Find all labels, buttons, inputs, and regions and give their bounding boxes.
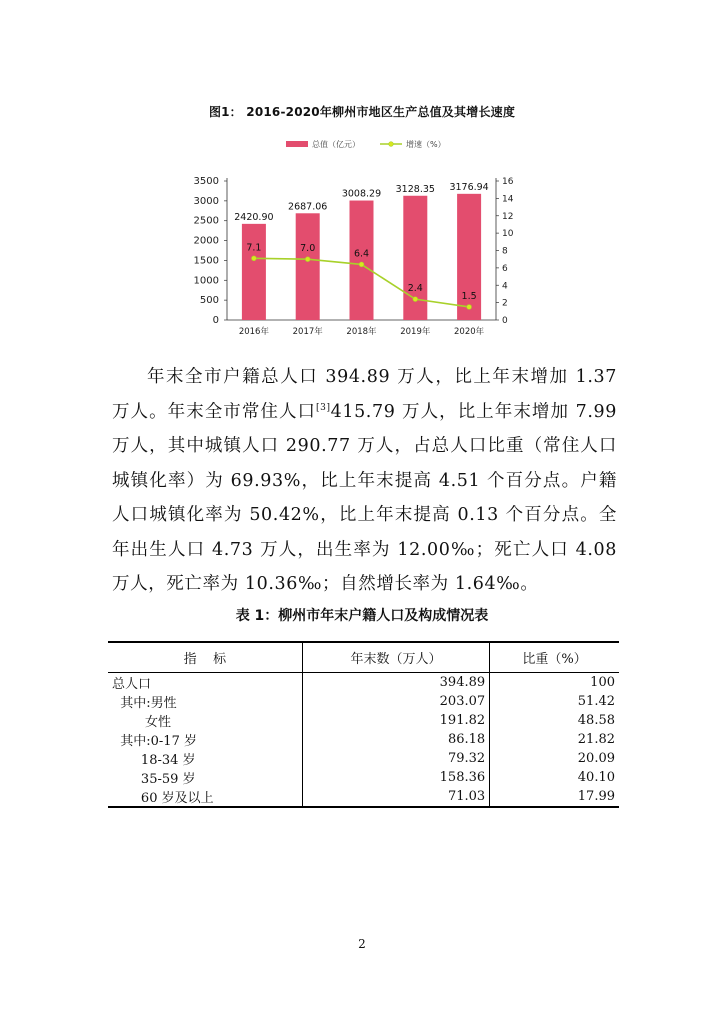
table-title: 表 1：柳州市年末户籍人口及构成情况表 [235,608,489,624]
table-row [108,692,619,711]
right-tick-label: 14 [502,194,514,205]
row-value: 158.36 [302,768,489,787]
left-tick-label: 2500 [193,215,219,227]
line-point [413,297,418,302]
bar [296,213,320,320]
row-value: 86.18 [302,730,489,749]
row-label: 其中:0-17 岁 [108,730,302,749]
row-share: 100 [590,675,615,690]
paragraph-part2: 415.79 万人，比上年末增加 7.99 万人，其中城镇人口 290.77 万人，占总人口比重（常住人口城镇化率）为 69.93%，比上年末提高 4.51 个百分点。户籍人口城镇化率为 50.42%，比上年末提高 0.13 个百分点。全年出生人口 4.73 万人，出生率为 12.00‰；死亡人口 4.08 万人，死亡率为 10.36‰；自然增长率为 1.64‰。 [112,401,617,594]
table-row [108,673,619,693]
line-data-label: 7.1 [246,242,262,254]
row-label: 18-34 岁 [108,749,302,768]
chart-legend [286,139,446,149]
line-data-label: 2.4 [407,283,423,295]
right-tick-label: 4 [502,281,508,292]
population-paragraph [112,360,617,602]
line-point [359,262,364,267]
row-value: 394.89 [302,673,489,693]
row-value: 79.32 [302,749,489,768]
legend-label-line: 增速（%） [406,140,446,149]
header-share: 比重（%） [490,642,619,673]
bar-data-label: 2687.06 [288,201,328,213]
x-tick-label: 2016年 [238,327,269,337]
table-body [108,673,619,808]
x-tick-label: 2020年 [454,327,485,337]
x-tick-label: 2018年 [346,327,377,337]
left-tick-label: 1000 [193,275,219,287]
row-label: 其中:男性 [108,692,302,711]
bar-data-label: 3176.94 [449,181,489,193]
row-value: 71.03 [302,787,489,807]
bar-data-label: 2420.90 [234,211,274,223]
row-share: 40.10 [577,770,615,785]
table-row [108,711,619,730]
bar [242,224,266,320]
line-point [252,256,257,261]
row-share: 20.09 [577,751,615,766]
header-value: 年末数（万人） [302,642,489,673]
x-tick-label: 2017年 [292,327,323,337]
left-tick-label: 2000 [193,235,219,247]
line-data-label: 1.5 [461,290,477,302]
table-row [108,768,619,787]
bar [350,201,374,320]
table-row [108,749,619,768]
figure-title: 图1： 2016-2020年柳州市地区生产总值及其增长速度 [208,105,516,119]
line-point [467,305,472,310]
paragraph-part1: 年末全市户籍总人口 394.89 万人，比上年末增加 1.37 万人。年末全市常住人口 [112,367,617,422]
right-tick-label: 8 [502,246,508,257]
right-tick-label: 12 [502,211,514,222]
right-tick-label: 10 [502,229,514,240]
left-tick-label: 1500 [193,255,219,267]
bar-data-label: 3128.35 [395,183,435,195]
left-tick-label: 3500 [193,176,219,187]
line-data-label: 6.4 [353,248,370,260]
bar-data-label: 3008.29 [341,188,382,200]
right-tick-label: 16 [502,177,514,187]
gdp-chart [180,132,540,344]
line-point [305,257,310,262]
row-label: 60 岁及以上 [108,787,302,807]
row-share: 51.42 [577,694,615,709]
table-row [108,787,619,807]
row-share: 17.99 [490,787,619,807]
row-share: 48.58 [577,713,615,728]
left-tick-label: 500 [199,295,219,307]
line-data-label: 7.0 [300,243,316,255]
row-value: 203.07 [302,692,489,711]
row-label: 女性 [108,711,302,730]
x-tick-label: 2019年 [400,327,431,337]
page-number: 2 [358,937,366,951]
left-tick-label: 3000 [193,195,219,207]
left-tick-label: 0 [212,315,219,326]
legend-swatch-bar [286,141,308,147]
row-label: 35-59 岁 [108,768,302,787]
table-row [108,730,619,749]
legend-marker-line [389,142,394,147]
row-label: 总人口 [108,673,302,693]
population-table [108,641,619,808]
footnote-ref: [3] [316,402,331,413]
right-tick-label: 0 [502,316,508,326]
table-header-row [108,642,619,673]
right-tick-label: 6 [502,263,508,274]
row-share: 21.82 [577,732,615,747]
right-tick-label: 2 [502,298,508,309]
row-value: 191.82 [302,711,489,730]
legend-label-bar: 总值（亿元） [312,140,360,149]
header-indicator: 指 标 [108,642,302,673]
